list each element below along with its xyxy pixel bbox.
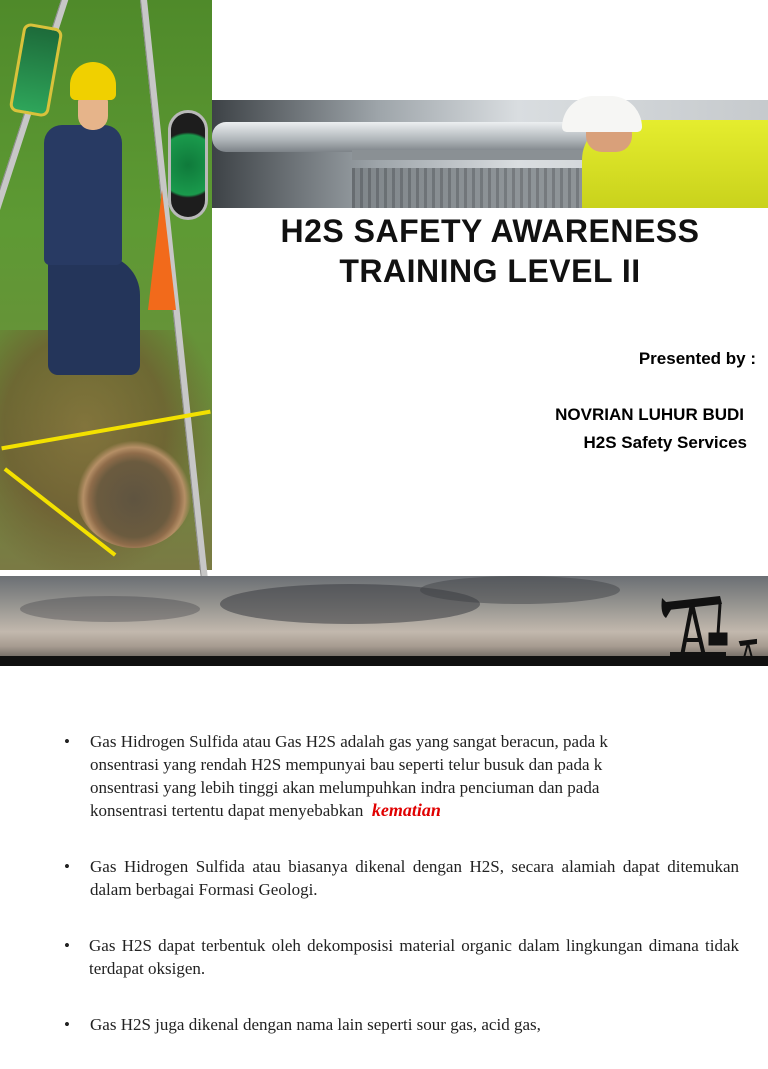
list-item bbox=[64, 1013, 739, 1036]
bullet-text: Gas H2S dapat terbentuk oleh dekomposisi material organic dalam lingkungan dimana tidak terdapat oksigen. bbox=[89, 936, 739, 978]
title-line-1: H2S SAFETY AWARENESS bbox=[280, 213, 700, 249]
title-line-2: TRAINING LEVEL II bbox=[339, 253, 641, 289]
presenter-company: H2S Safety Services bbox=[583, 433, 747, 452]
gas-plant-worker-photo bbox=[212, 100, 768, 208]
bullet-marker: • bbox=[64, 857, 70, 876]
bullet-text-line: konsentrasi tertentu dapat menyebabkan bbox=[90, 801, 368, 820]
presenter-name: NOVRIAN LUHUR BUDI bbox=[555, 405, 744, 424]
list-item bbox=[64, 934, 739, 980]
pumpjack-icon bbox=[660, 594, 730, 660]
bullet-text: Gas Hidrogen Sulfida atau biasanya dikenal dengan H2S, secara alamiah dapat ditemukan dalam berbagai Formasi Geologi. bbox=[90, 857, 739, 899]
list-item bbox=[64, 855, 739, 901]
bullet-text-line: Gas Hidrogen Sulfida atau Gas H2S adalah gas yang sangat beracun, pada k bbox=[90, 732, 608, 751]
emphasis-text: kematian bbox=[371, 800, 441, 820]
bullet-text-line: onsentrasi yang lebih tinggi akan melumpuhkan indra penciuman dan pada bbox=[90, 778, 600, 797]
content-slide bbox=[0, 576, 768, 1034]
bullet-marker: • bbox=[64, 732, 70, 751]
list-item bbox=[64, 730, 739, 822]
bullet-text: Gas H2S juga dikenal dengan nama lain seperti sour gas, acid gas, bbox=[90, 1015, 541, 1034]
confined-space-worker-photo bbox=[0, 0, 212, 570]
bullet-list bbox=[64, 730, 739, 1069]
presented-by-label: Presented by : bbox=[638, 349, 756, 368]
oilfield-sunset-banner bbox=[0, 576, 768, 666]
bullet-marker: • bbox=[64, 1015, 70, 1034]
bullet-marker: • bbox=[64, 936, 70, 955]
slide-title bbox=[212, 211, 768, 291]
bullet-text-line: onsentrasi yang rendah H2S mempunyai bau seperti telur busuk dan pada k bbox=[90, 755, 603, 774]
